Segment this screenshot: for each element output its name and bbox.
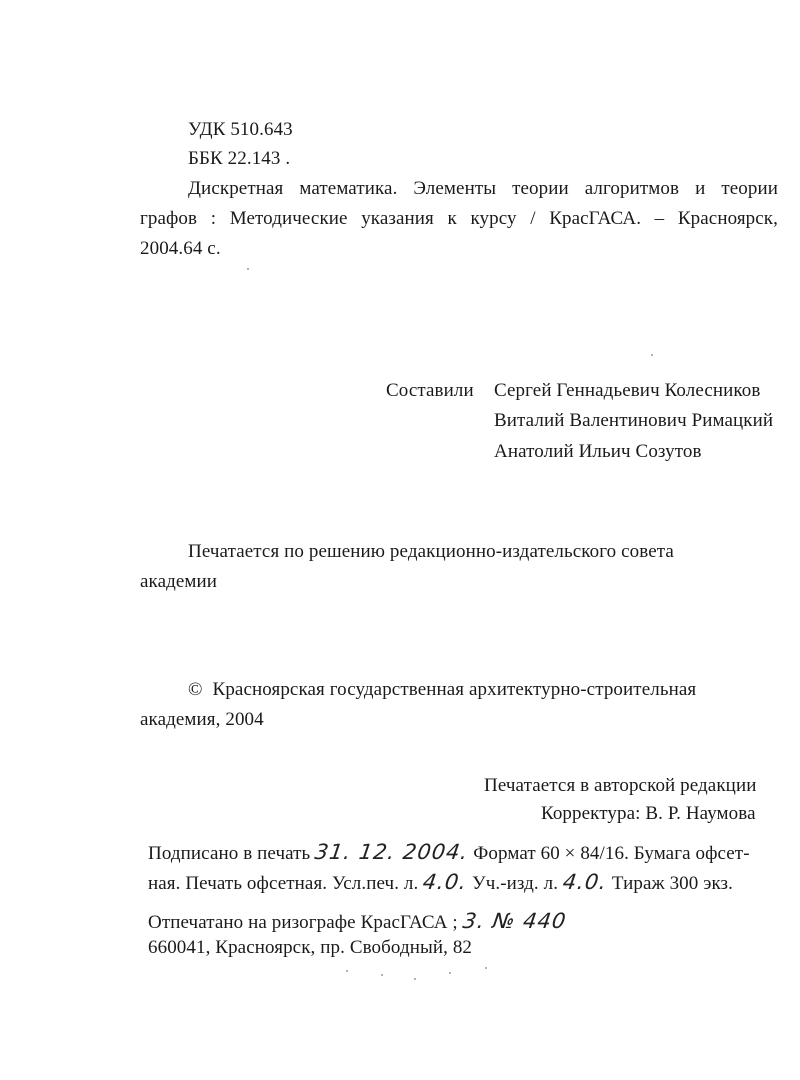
compiler-name: Анатолий Ильич Созутов xyxy=(494,441,702,462)
edition-note: Печатается в авторской редакции xyxy=(484,775,757,796)
imprint-print-line xyxy=(148,871,733,895)
scan-speck xyxy=(346,970,348,972)
proofreading-credit: Корректура: В. Р. Наумова xyxy=(541,803,756,824)
approval-line-2: академии xyxy=(140,571,218,592)
scan-speck xyxy=(247,268,249,270)
signed-prefix: Подписано в печать xyxy=(148,843,311,864)
uch-izd-label: Уч.-изд. л. xyxy=(472,873,559,894)
printed-at: Отпечатано на ризографе КрасГАСА ; xyxy=(148,912,458,933)
uch-izd-handwritten: 4.0. xyxy=(561,870,609,894)
scan-speck xyxy=(651,354,653,356)
citation-line-2: графов : Методические указания к курсу / КрасГАСА. – Красноярск, xyxy=(140,208,778,229)
compilers-label: Составили xyxy=(386,380,474,401)
printer-address: 660041, Красноярск, пр. Свободный, 82 xyxy=(148,937,473,958)
scan-speck xyxy=(485,967,487,969)
usl-pech-handwritten: 4.0. xyxy=(421,870,469,894)
format-text: Формат 60 × 84/16. Бумага офсет- xyxy=(473,843,750,864)
circulation: Тираж 300 экз. xyxy=(611,873,734,894)
copyright-holder: Красноярская государственная архитектурно-строительная xyxy=(212,679,697,700)
scan-speck xyxy=(449,972,451,974)
imprint-printed-line xyxy=(148,910,566,934)
copyright-line-2: академия, 2004 xyxy=(140,709,264,730)
copyright-symbol: © xyxy=(188,679,203,700)
compiler-name: Виталий Валентинович Римацкий xyxy=(494,410,774,431)
citation-line-1: Дискретная математика. Элементы теории алгоритмов и теории xyxy=(188,178,778,199)
compiler-name: Сергей Геннадьевич Колесников xyxy=(494,380,761,401)
scan-speck xyxy=(414,978,416,980)
udc-code: УДК 510.643 xyxy=(188,119,293,140)
imprint-signed-line xyxy=(148,841,750,865)
order-number-handwritten: 3. № 440 xyxy=(460,909,568,933)
approval-line-1: Печатается по решению редакционно-издательского совета xyxy=(188,541,674,562)
citation-line-3: 2004.64 с. xyxy=(140,238,221,259)
print-prefix: ная. Печать офсетная. Усл.печ. л. xyxy=(148,873,419,894)
copyright-line-1 xyxy=(188,679,696,701)
signed-date-handwritten: 31. 12. 2004. xyxy=(313,840,471,864)
scan-speck xyxy=(381,974,383,976)
bbk-code: ББК 22.143 . xyxy=(188,148,291,169)
